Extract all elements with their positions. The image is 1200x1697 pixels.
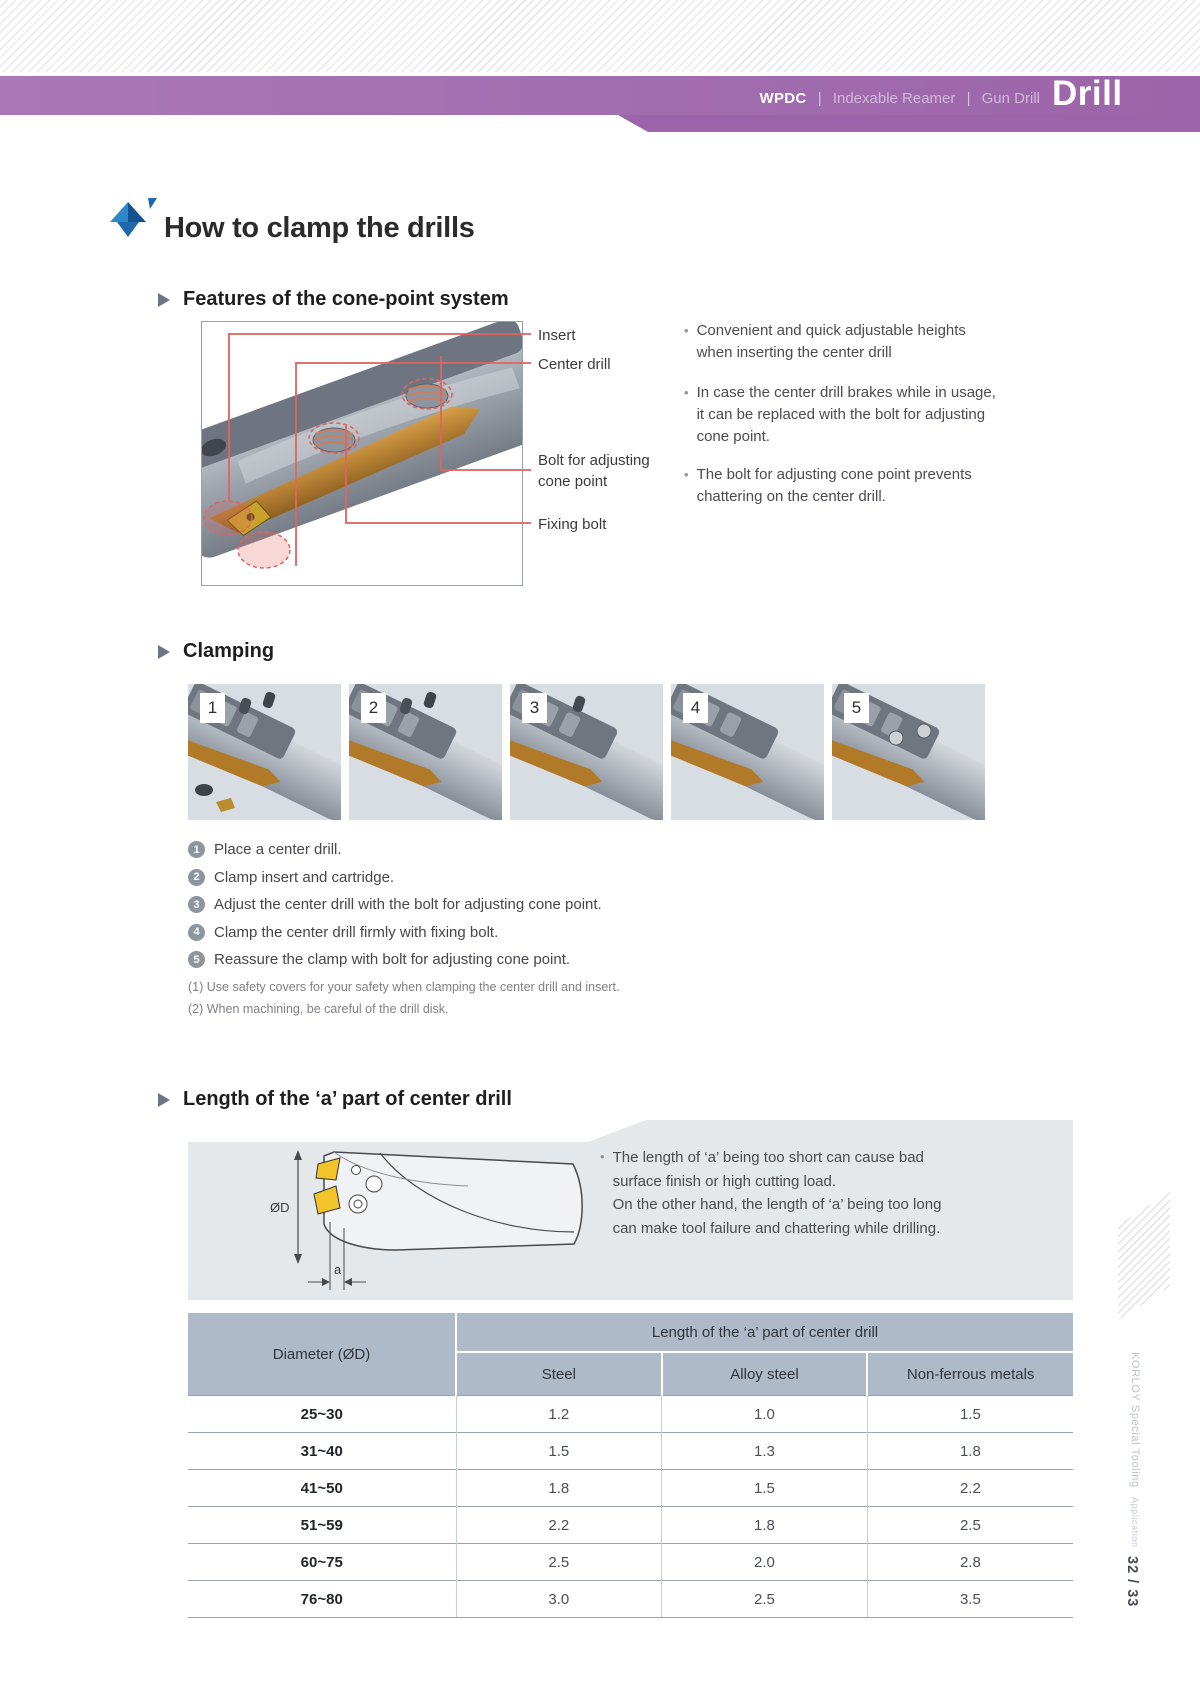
table-row	[188, 1470, 1073, 1507]
clamping-heading-label: Clamping	[183, 640, 275, 662]
callout-line-fixing-bolt	[345, 522, 531, 524]
features-figure	[201, 321, 523, 586]
table-col-header-steel: Steel	[456, 1352, 662, 1396]
clamping-panel-5	[832, 684, 985, 820]
value-cell: 1.0	[662, 1396, 868, 1433]
bullet-line: On the other hand, the length of ‘a’ being too long	[612, 1196, 942, 1213]
callout-line-fixing-bolt	[345, 426, 347, 523]
bullet-line: when inserting the center drill	[696, 344, 892, 361]
value-cell: 2.2	[867, 1470, 1073, 1507]
bullet-dot-icon: •	[684, 467, 689, 482]
sidebar-brand-text	[1129, 1352, 1141, 1548]
step-number-icon: 2	[188, 869, 205, 886]
value-cell: 3.0	[456, 1581, 662, 1618]
value-cell: 2.5	[456, 1544, 662, 1581]
value-cell: 2.5	[662, 1581, 868, 1618]
header-product-code: WPDC	[759, 90, 807, 107]
diameter-label: ØD	[270, 1200, 290, 1215]
header-page-title: Drill	[1052, 74, 1123, 113]
clamping-step	[188, 864, 888, 892]
callout-line-center-drill	[295, 362, 297, 566]
step-text: Place a center drill.	[214, 841, 342, 859]
clamping-panel-4	[671, 684, 824, 820]
bullet-line: it can be replaced with the bolt for adjusting	[696, 406, 986, 423]
length-a-section-heading	[158, 1088, 512, 1111]
table-col-header-non-ferrous: Non-ferrous metals	[867, 1352, 1073, 1396]
value-cell: 1.5	[662, 1470, 868, 1507]
header-purple-extension	[618, 115, 1200, 132]
bullet-line: In case the center drill brakes while in usage,	[696, 384, 996, 401]
panel-number-badge: 2	[361, 693, 386, 723]
step-number-icon: 5	[188, 951, 205, 968]
section-arrow-icon	[158, 1093, 170, 1107]
clamping-panel-3	[510, 684, 663, 820]
panel-number-badge: 5	[844, 693, 869, 723]
feature-bullet	[684, 320, 1040, 364]
diameter-cell: 60~75	[188, 1544, 456, 1581]
clamping-step	[188, 946, 888, 974]
length-a-diagram	[268, 1140, 598, 1300]
table-row	[188, 1433, 1073, 1470]
panel-number-badge: 1	[200, 693, 225, 723]
features-section-heading	[158, 288, 509, 311]
callout-line-insert	[228, 333, 230, 501]
callout-line-adjusting-bolt	[440, 469, 531, 471]
clamping-step	[188, 836, 888, 864]
panel-number-badge: 3	[522, 693, 547, 723]
table-group-header: Length of the ‘a’ part of center drill	[456, 1313, 1073, 1352]
bullet-line: can make tool failure and chattering while drilling.	[612, 1219, 941, 1237]
step-text: Reassure the clamp with bolt for adjusting cone point.	[214, 951, 571, 969]
feature-bullet	[684, 464, 1040, 508]
sidebar-brand-main: KORLOY Special Tooling	[1129, 1352, 1141, 1488]
section-arrow-icon	[158, 645, 170, 659]
table-row	[188, 1507, 1073, 1544]
table-row	[188, 1581, 1073, 1618]
callout-label-fixing-bolt: Fixing bolt	[538, 516, 607, 533]
value-cell: 3.5	[867, 1581, 1073, 1618]
diameter-cell: 25~30	[188, 1396, 456, 1433]
step-text: Adjust the center drill with the bolt for adjusting cone point.	[214, 896, 602, 914]
diameter-cell: 76~80	[188, 1581, 456, 1618]
value-cell: 1.8	[456, 1470, 662, 1507]
bullet-line: cone point.	[696, 428, 770, 445]
callout-line-center-drill	[295, 362, 531, 364]
bullet-dot-icon: •	[684, 323, 689, 338]
features-heading-label: Features of the cone-point system	[183, 288, 509, 310]
callout-line-insert	[228, 333, 531, 335]
callout-label-insert: Insert	[538, 327, 576, 344]
clamping-step	[188, 891, 888, 919]
length-a-table-body	[188, 1396, 1073, 1618]
step-number-icon: 3	[188, 896, 205, 913]
side-stripe-pattern	[1118, 1192, 1170, 1320]
note-line: (1) Use safety covers for your safety when clamping the center drill and insert.	[188, 980, 620, 994]
length-a-bullet	[600, 1146, 1040, 1240]
clamping-panel-2	[349, 684, 502, 820]
value-cell: 2.5	[867, 1507, 1073, 1544]
value-cell: 1.8	[867, 1433, 1073, 1470]
bullet-line: Convenient and quick adjustable heights	[696, 322, 966, 339]
feature-bullet	[684, 382, 1040, 448]
length-a-heading-label: Length of the ‘a’ part of center drill	[183, 1088, 512, 1110]
table-row	[188, 1544, 1073, 1581]
table-row-header: Diameter (ØD)	[188, 1313, 456, 1396]
note-line: (2) When machining, be careful of the drill disk.	[188, 1002, 449, 1016]
clamping-notes	[188, 976, 619, 1020]
table-row	[188, 1396, 1073, 1433]
callout-line-adjusting-bolt	[440, 356, 442, 470]
callout-label-center-drill: Center drill	[538, 356, 611, 373]
header-separator: |	[966, 90, 971, 107]
header-category-1: Indexable Reamer	[832, 90, 956, 107]
header-category-2: Gun Drill	[981, 90, 1040, 107]
header-separator: |	[817, 90, 822, 107]
top-stripe-pattern	[0, 0, 1200, 72]
step-number-icon: 4	[188, 924, 205, 941]
step-text: Clamp the center drill firmly with fixing bolt.	[214, 923, 499, 941]
a-length-label: a	[334, 1262, 342, 1277]
diameter-cell: 31~40	[188, 1433, 456, 1470]
value-cell: 1.5	[867, 1396, 1073, 1433]
value-cell: 2.8	[867, 1544, 1073, 1581]
bullet-dot-icon: •	[600, 1149, 605, 1164]
section-arrow-icon	[158, 293, 170, 307]
page-title: How to clamp the drills	[164, 212, 475, 244]
value-cell: 2.2	[456, 1507, 662, 1544]
value-cell: 1.8	[662, 1507, 868, 1544]
sidebar-brand-sub: Application	[1130, 1497, 1140, 1548]
diameter-cell: 51~59	[188, 1507, 456, 1544]
clamping-steps-list	[188, 836, 888, 974]
korloy-logo-icon	[108, 196, 158, 242]
value-cell: 2.0	[662, 1544, 868, 1581]
length-a-table	[188, 1313, 1073, 1618]
panel-number-badge: 4	[683, 693, 708, 723]
value-cell: 1.3	[662, 1433, 868, 1470]
clamping-panel-1	[188, 684, 341, 820]
header-breadcrumb	[640, 89, 1040, 109]
callout-label-adjusting-bolt: Bolt for adjusting cone point	[538, 452, 650, 490]
step-number-icon: 1	[188, 841, 205, 858]
length-a-table-wrap	[188, 1313, 1073, 1618]
bullet-dot-icon: •	[684, 385, 689, 400]
value-cell: 1.2	[456, 1396, 662, 1433]
clamping-step	[188, 919, 888, 947]
table-col-header-alloy-steel: Alloy steel	[662, 1352, 868, 1396]
step-text: Clamp insert and cartridge.	[214, 868, 395, 886]
diameter-cell: 41~50	[188, 1470, 456, 1507]
clamping-section-heading	[158, 640, 274, 663]
page-number: 32 / 33	[1124, 1556, 1140, 1608]
bullet-line: chattering on the center drill.	[696, 488, 886, 505]
bullet-line: The bolt for adjusting cone point prevents	[696, 466, 972, 483]
bullet-line: The length of ‘a’ being too short can cause bad	[612, 1149, 924, 1166]
value-cell: 1.5	[456, 1433, 662, 1470]
bullet-line: surface finish or high cutting load.	[612, 1172, 837, 1190]
